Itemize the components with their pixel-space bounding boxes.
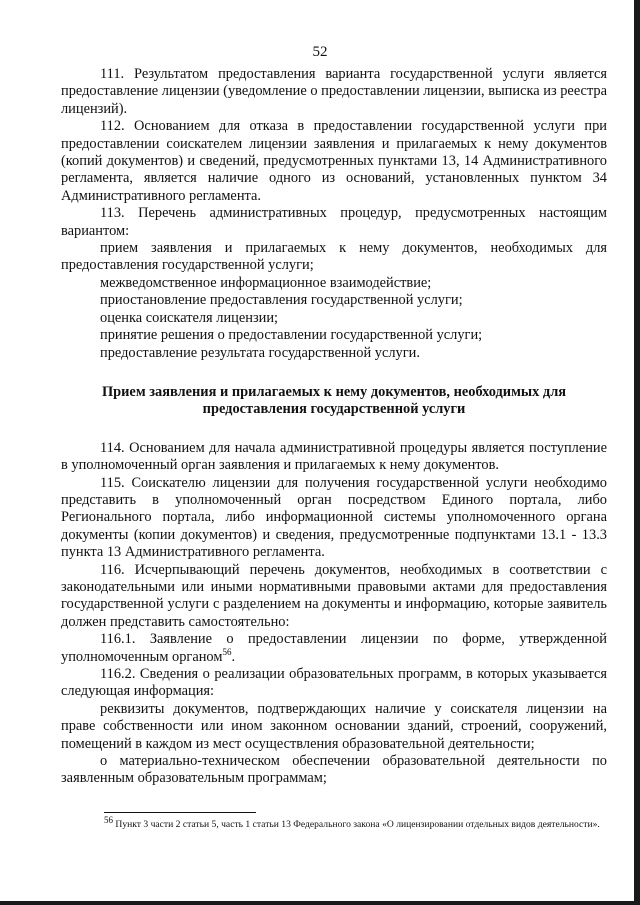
section-heading-line1: Прием заявления и прилагаемых к нему документов, необходимых для: [101, 383, 567, 400]
procedure-item: приостановление предоставления государственной услуги;: [100, 292, 463, 309]
footnote-divider: [104, 812, 256, 813]
paragraph-111: 111. Результатом предоставления варианта государственной услуги является предоставление лицензии (уведомление о предоставлении лицензии, выписка из реестра лицензий).: [61, 66, 607, 117]
paragraph-116: 116. Исчерпывающий перечень документов, необходимых в соответствии с законодательными или иными нормативными правовыми актами для предоставления государственной услуги с разделением на документы и информацию, которые заявитель должен представить самостоятельно:: [61, 561, 607, 630]
paragraph-115: 115. Соискателю лицензии для получения государственной услуги необходимо представить в уполномоченный орган посредством Единого портала, либо Регионального портала, либо информационной системы уполномоченного органа документы (копии документов) и сведения, предусмотренные подпунктами 13.1 - 13.3 пункта 13 Административного регламента.: [61, 474, 607, 561]
document-body: [61, 66, 607, 788]
footnote-text: Пункт 3 части 2 статьи 5, часть 1 статьи 13 Федерального закона «О лицензировании отдельных видов деятельности».: [113, 819, 600, 830]
scan-border-right: [634, 0, 640, 905]
footnote-number: 56: [104, 814, 113, 825]
paragraph-116-1: [61, 631, 607, 666]
scan-border-bottom: [0, 901, 640, 905]
paragraph-113: 113. Перечень административных процедур, предусмотренных настоящим вариантом:: [61, 205, 607, 239]
procedure-item: оценка соискателя лицензии;: [100, 309, 279, 326]
paragraph-114: 114. Основанием для начала административной процедуры является поступление в уполномоченный орган заявления и прилагаемых к нему документов.: [61, 439, 607, 474]
footnote-reference: 56: [222, 646, 232, 657]
procedure-item: предоставление результата государственной услуги.: [100, 344, 420, 361]
paragraph-116-1-text: 116.1. Заявление о предоставлении лицензии по форме, утвержденной уполномоченным органом: [61, 631, 607, 665]
paragraph-112: 112. Основанием для отказа в предоставлении государственной услуги при предоставлении соискателем лицензии заявления и прилагаемых к нему документов (копий документов) и сведений, предусмотренных пунктами 13, 14 Административного регламента, является наличие одного из оснований, установленных пунктом 34 Административного регламента.: [61, 118, 607, 204]
information-item: реквизиты документов, подтверждающих наличие у соискателя лицензии на праве собственности или ином законном основании зданий, строений, сооружений, помещений в каждом из мест осуществления образовательной деятельности;: [61, 700, 607, 752]
section-heading-line2: предоставления государственной услуги: [202, 401, 466, 418]
procedure-item: принятие решения о предоставлении государственной услуги;: [100, 327, 483, 344]
procedure-item: межведомственное информационное взаимодействие;: [100, 274, 432, 291]
page-number: 52: [312, 44, 328, 60]
procedure-item: прием заявления и прилагаемых к нему документов, необходимых для предоставления государственной услуги;: [61, 240, 607, 274]
section-heading: [61, 384, 607, 419]
footnote: [104, 814, 607, 831]
paragraph-116-2: 116.2. Сведения о реализации образовательных программ, в которых указывается следующая информация:: [61, 666, 607, 700]
paragraph-116-1-end: .: [231, 648, 236, 665]
information-item: о материально-техническом обеспечении образовательной деятельности по заявленным образовательным программам;: [61, 753, 607, 787]
